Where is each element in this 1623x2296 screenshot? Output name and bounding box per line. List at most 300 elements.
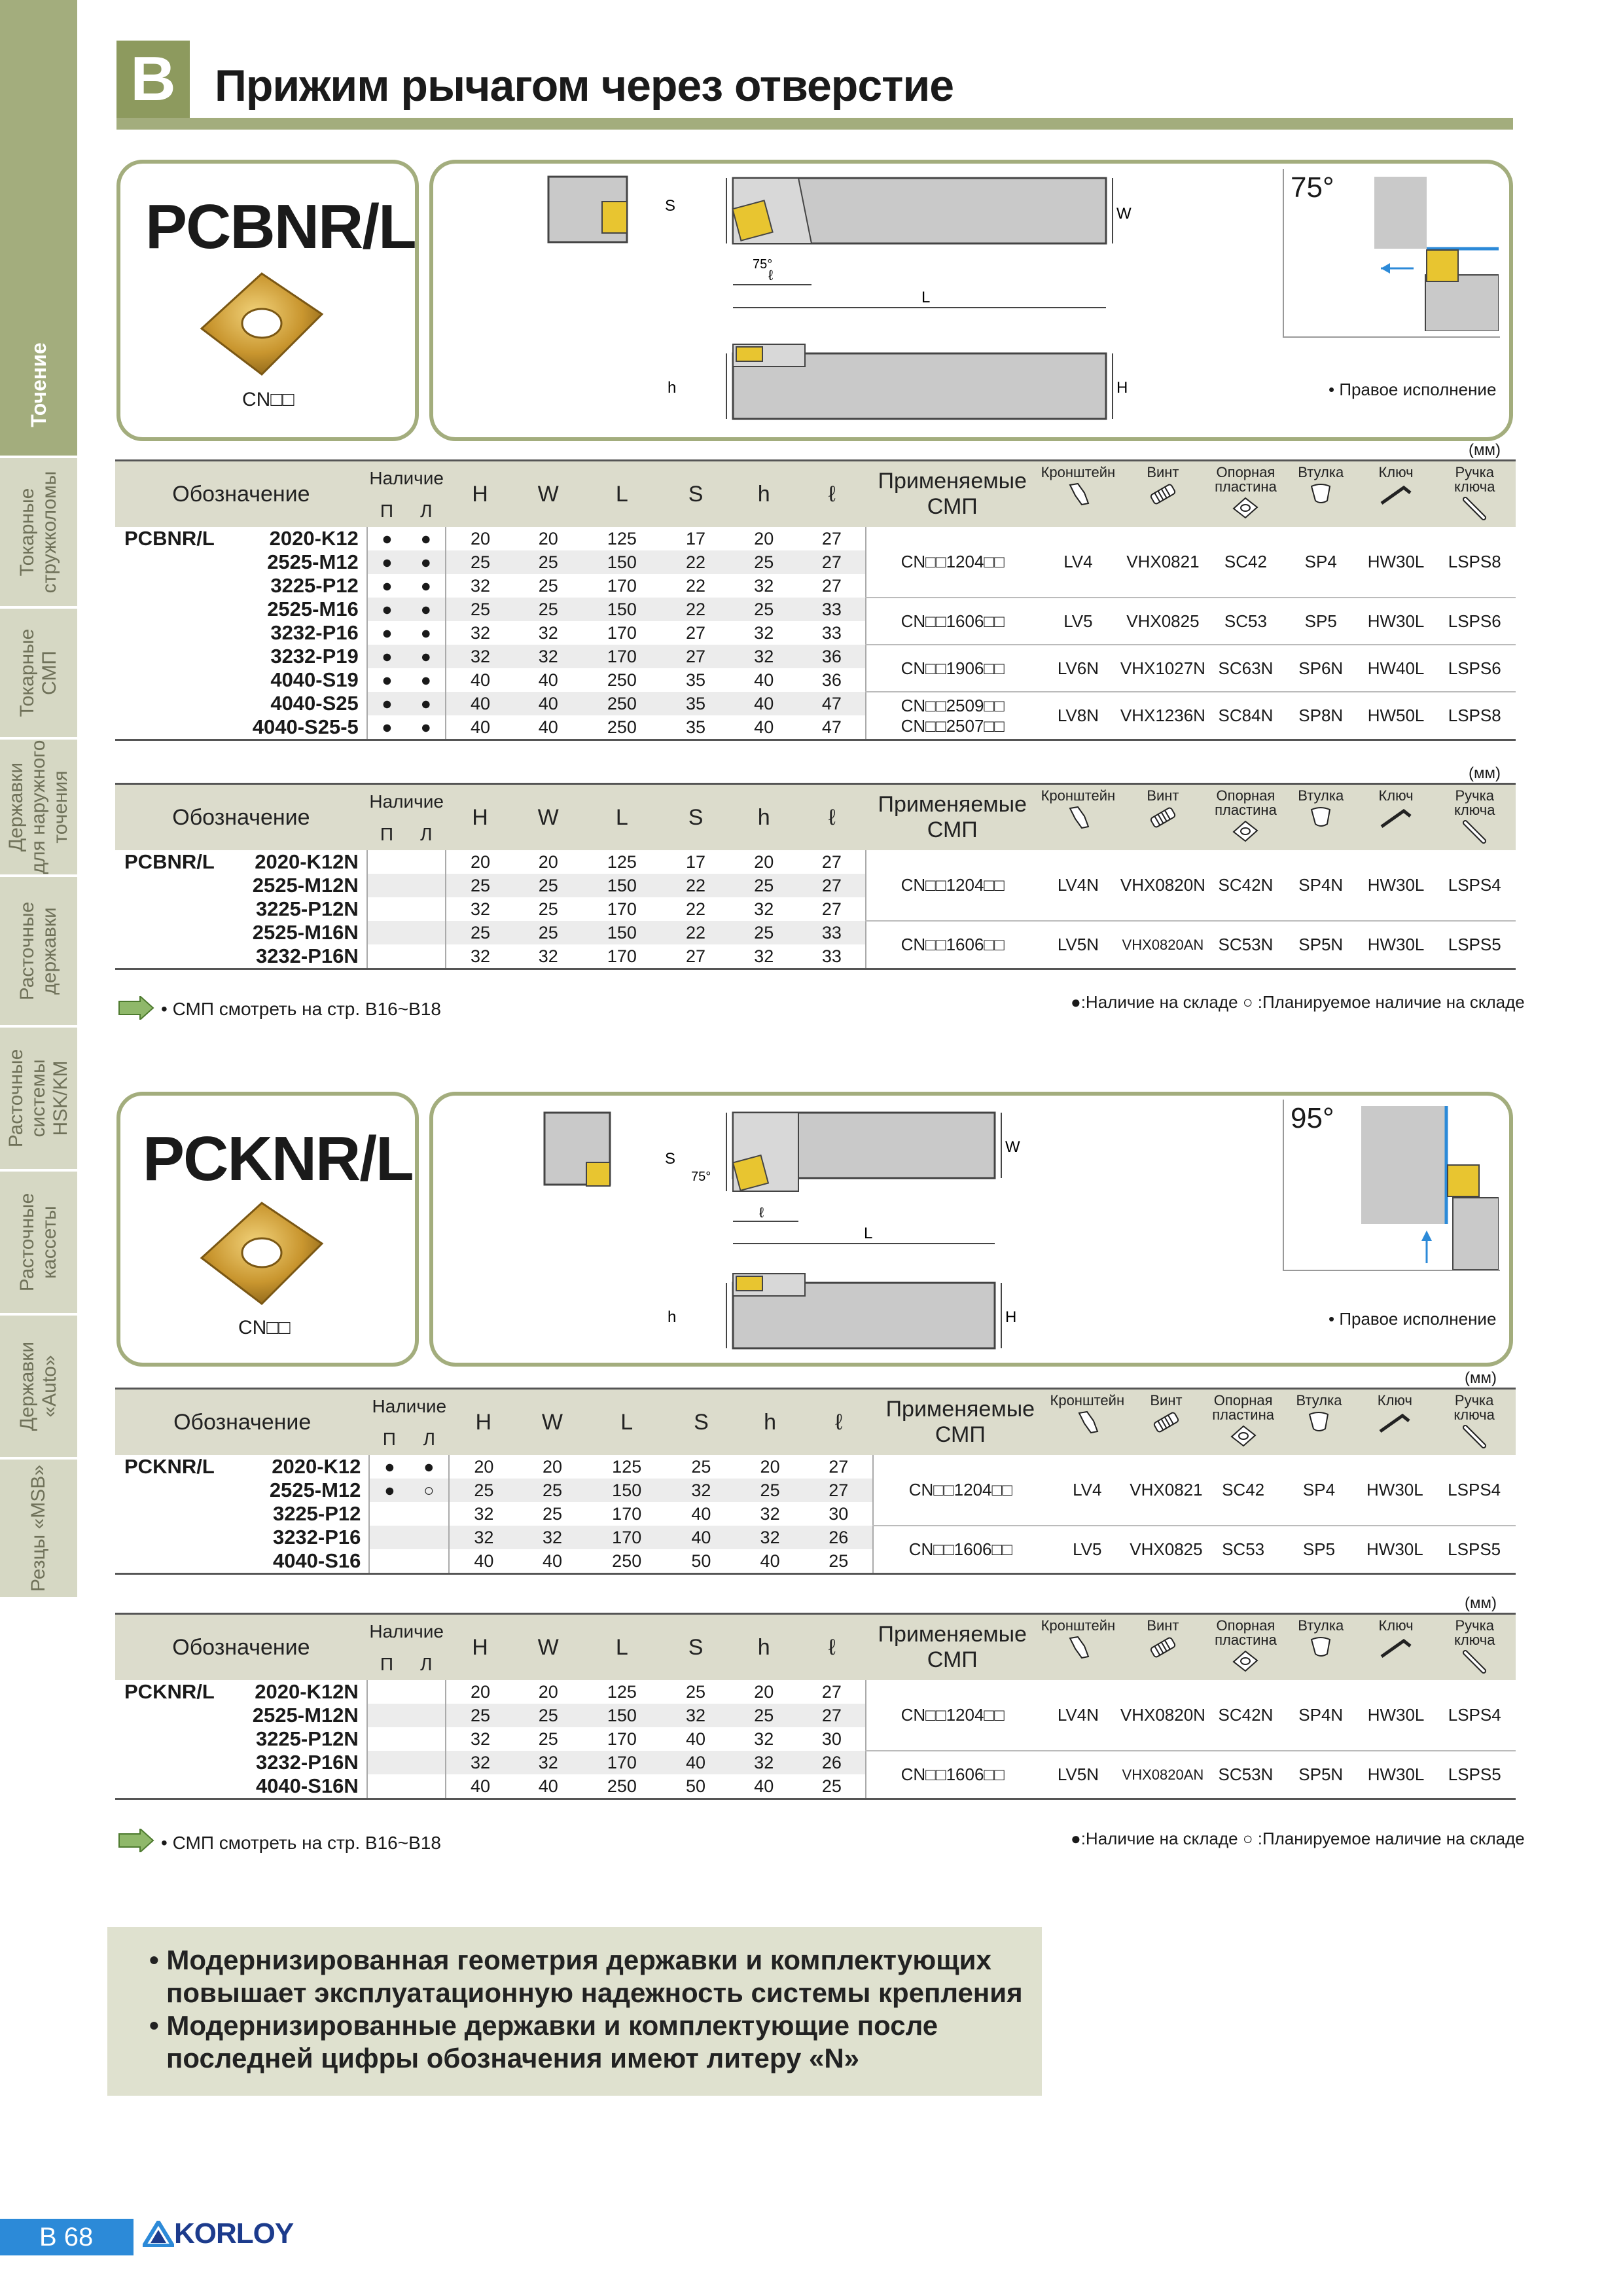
row-code: 3225-P12N (255, 1727, 359, 1750)
col-key (1359, 784, 1434, 851)
col-screw-label: Винт (1147, 464, 1179, 480)
avail-p-value: ● (367, 550, 406, 574)
value-l: 33 (821, 622, 842, 643)
sleeve-value: SP4 (1281, 1455, 1357, 1526)
col-handle (1433, 784, 1516, 851)
value-H: 32 (446, 944, 514, 969)
col-designation: Обозначение (115, 461, 367, 528)
col-key (1357, 1389, 1433, 1456)
value-W: 40 (514, 692, 582, 715)
sidebar-tab[interactable] (0, 740, 77, 877)
unit-label: (мм) (1465, 1594, 1497, 1612)
value-W: 20 (538, 1681, 558, 1702)
col-handle (1433, 1389, 1516, 1456)
col-designation: Обозначение (115, 1389, 369, 1456)
row-designation (115, 574, 367, 598)
value-h: 40 (754, 670, 774, 690)
col-avail-l: Л (409, 1424, 449, 1455)
avail-p-value: ● (367, 645, 406, 668)
col-L: L (582, 1614, 662, 1681)
handle-icon (1461, 1424, 1488, 1450)
row-designation (115, 874, 367, 897)
col-availability: Наличие (367, 1614, 446, 1649)
handle-value: LSPS5 (1433, 921, 1516, 969)
value-L: 250 (607, 670, 637, 690)
arrow-icon (116, 1829, 156, 1852)
insert-code: CN□□1204□□ (901, 1705, 1005, 1725)
screw-value: VHX0821 (1127, 1455, 1205, 1526)
col-bracket-label: Кронштейн (1050, 1392, 1125, 1408)
row-code: 2525-M12N (252, 1704, 359, 1727)
insert-code: CN□□1204□□ (901, 875, 1005, 895)
col-availability: Наличие (367, 784, 446, 819)
col-l: ℓ (798, 784, 866, 851)
col-screw (1118, 784, 1208, 851)
col-shim (1205, 1389, 1281, 1456)
handle-value: LSPS4 (1433, 1455, 1516, 1526)
legend-planned: ○ :Планируемое наличие на складе (1242, 1829, 1525, 1848)
sidebar-tab-label: Токарные СМП (16, 628, 60, 717)
col-l: ℓ (804, 1389, 873, 1456)
value-L: 250 (582, 1774, 662, 1799)
angle-label-2: 95° (1291, 1102, 1334, 1134)
row-designation (115, 921, 367, 944)
value-h: 32 (754, 1729, 774, 1749)
col-W: W (518, 1389, 586, 1456)
row-designation (115, 1751, 367, 1774)
value-H: 25 (446, 874, 514, 897)
col-key-label: Ключ (1377, 1392, 1412, 1408)
avail-l-value: ● (406, 715, 446, 740)
value-l: 47 (798, 715, 866, 740)
sidebar (0, 0, 79, 1604)
value-W: 40 (518, 1549, 586, 1574)
col-handle-label: Ручка ключа (1454, 464, 1495, 495)
key-icon (1379, 804, 1413, 831)
avail-p-value: ● (367, 621, 406, 645)
col-key-label: Ключ (1378, 464, 1414, 480)
screw-icon (1149, 804, 1177, 831)
sleeve-icon (1306, 1409, 1332, 1435)
value-H: 25 (446, 550, 514, 574)
avail-l-value (409, 1502, 449, 1526)
value-S: 22 (662, 598, 730, 621)
value-h: 32 (730, 944, 798, 969)
info-bullets (107, 1927, 1042, 2096)
shim-icon (1231, 495, 1260, 522)
sleeve-value: SP5N (1283, 921, 1359, 969)
col-insert: Применяемые СМП (873, 1389, 1047, 1456)
value-W: 25 (514, 550, 582, 574)
row-code: 3225-P12N (255, 897, 359, 920)
sidebar-tab[interactable] (0, 458, 77, 609)
shim-value: SC42 (1208, 527, 1283, 598)
value-W: 20 (542, 1456, 562, 1477)
row-designation (115, 1680, 367, 1704)
bracket-value: LV6N (1039, 645, 1118, 692)
bullet-line: повышает эксплуатационную надежность системы крепления (166, 1977, 1023, 2008)
col-sleeve-label: Втулка (1296, 1392, 1342, 1408)
value-L: 250 (587, 1549, 667, 1574)
value-h: 40 (736, 1549, 804, 1574)
dim-l-label: ℓ (759, 1204, 764, 1221)
sleeve-value: SP5N (1283, 1751, 1359, 1799)
col-key-label: Ключ (1378, 787, 1414, 804)
value-W: 25 (514, 598, 582, 621)
insert-code: CN□□1204□□ (901, 552, 1005, 571)
value-W: 32 (538, 622, 558, 643)
value-S: 35 (686, 670, 706, 690)
bracket-value: LV5 (1047, 1526, 1127, 1574)
row-designation (115, 527, 367, 550)
value-h: 32 (730, 1751, 798, 1774)
row-code: 4040-S25-5 (252, 715, 359, 738)
sidebar-tab[interactable] (0, 877, 77, 1028)
col-sleeve-label: Втулка (1298, 464, 1344, 480)
shim-value: SC42 (1205, 1455, 1281, 1526)
value-H: 32 (449, 1526, 518, 1549)
value-H: 20 (471, 852, 491, 872)
row-code: 2525-M16N (252, 921, 359, 944)
value-W: 32 (514, 944, 582, 969)
row-designation (115, 897, 367, 921)
value-W: 25 (538, 1729, 558, 1749)
value-h: 32 (760, 1503, 780, 1524)
avail-p-value: ● (367, 574, 406, 598)
avail-p-value: ● (367, 527, 406, 550)
handle-value: LSPS8 (1433, 692, 1516, 740)
col-handle (1433, 461, 1516, 528)
sidebar-tab-label: Державки «Auto» (16, 1341, 60, 1431)
insert-image-2 (196, 1198, 327, 1309)
insert-value (866, 598, 1039, 645)
sleeve-icon (1308, 481, 1334, 507)
avail-p-value (369, 1549, 409, 1574)
row-designation (115, 1727, 367, 1751)
value-h: 40 (730, 692, 798, 715)
col-avail-p: П (369, 1424, 409, 1455)
avail-p-value (367, 1727, 406, 1751)
row-designation (115, 1502, 369, 1526)
row-code: 3225-P12 (272, 1502, 361, 1525)
bracket-icon (1074, 1409, 1100, 1435)
col-key (1359, 1614, 1434, 1681)
brand-name: KORLOY (174, 2217, 294, 2250)
row-designation (115, 1549, 369, 1574)
row-code: 3232-P16N (255, 1751, 359, 1774)
table-row (115, 1455, 1516, 1479)
shim-icon (1231, 1649, 1260, 1675)
value-L: 125 (607, 1681, 637, 1702)
value-W: 25 (518, 1479, 586, 1502)
value-H: 20 (474, 1456, 494, 1477)
row-designation (115, 550, 367, 574)
value-L: 150 (582, 598, 662, 621)
value-h: 25 (730, 1704, 798, 1727)
col-sleeve (1283, 461, 1359, 528)
value-L: 150 (582, 874, 662, 897)
sidebar-tab[interactable] (0, 1172, 77, 1316)
insert-value (866, 1680, 1039, 1751)
handle-icon (1461, 819, 1488, 845)
value-W: 32 (514, 1751, 582, 1774)
sidebar-tab[interactable] (0, 609, 77, 740)
col-sleeve-label: Втулка (1298, 787, 1344, 804)
arrow-icon (116, 996, 156, 1020)
avail-p-value: ● (367, 598, 406, 621)
col-h: h (730, 784, 798, 851)
row-code: 2525-M16 (267, 598, 359, 620)
legend-stock (1071, 1829, 1525, 1849)
value-H: 32 (471, 1729, 491, 1749)
avail-l-value: ● (406, 550, 446, 574)
table-row (115, 645, 1516, 668)
value-W: 40 (514, 715, 582, 740)
value-h: 25 (736, 1479, 804, 1502)
col-shim-label: Опорная пластина (1212, 1392, 1274, 1423)
shim-value: SC53 (1208, 598, 1283, 645)
table-row (115, 850, 1516, 874)
unit-label: (мм) (1469, 441, 1501, 459)
sidebar-tab-label: Расточные системы HSK/KM (5, 1049, 71, 1148)
sleeve-value: SP4 (1283, 527, 1359, 598)
value-l: 30 (829, 1503, 849, 1524)
spec-table-2 (115, 783, 1516, 970)
value-H: 32 (471, 622, 491, 643)
row-designation (115, 1526, 369, 1549)
insert-code: CN□□1906□□ (901, 658, 1005, 678)
bullet-line: последней цифры обозначения имеют литеру «N» (166, 2043, 860, 2073)
sidebar-tab[interactable] (0, 1028, 77, 1172)
insert-code: CN□□1606□□ (901, 1765, 1005, 1784)
legend-planned: ○ :Планируемое наличие на складе (1242, 992, 1525, 1012)
value-S: 50 (667, 1549, 736, 1574)
value-S: 22 (662, 874, 730, 897)
value-S: 35 (662, 715, 730, 740)
table-row (115, 598, 1516, 621)
value-h: 20 (760, 1456, 780, 1477)
col-shim (1208, 784, 1283, 851)
value-H: 25 (446, 598, 514, 621)
col-bracket-label: Кронштейн (1041, 787, 1116, 804)
value-l: 27 (821, 899, 842, 919)
col-S: S (662, 461, 730, 528)
shim-value: SC42N (1208, 850, 1283, 921)
value-H: 32 (446, 1751, 514, 1774)
value-S: 40 (686, 1729, 706, 1749)
col-L: L (582, 784, 662, 851)
col-shim-label: Опорная пластина (1215, 787, 1277, 818)
avail-l-value (406, 874, 446, 897)
sidebar-tab[interactable] (0, 1316, 77, 1460)
value-S: 17 (686, 852, 706, 872)
row-code: 2020-K12N (255, 850, 359, 873)
insert-code-1: CN□□ (242, 389, 294, 410)
insert-value (873, 1526, 1047, 1574)
value-H: 40 (446, 715, 514, 740)
row-designation (115, 850, 367, 874)
tool-drawing-2 (537, 1106, 1165, 1355)
avail-p-value (367, 1751, 406, 1774)
row-code: 3232-P16N (255, 944, 359, 967)
avail-p-value (367, 1704, 406, 1727)
section-badge: B (116, 41, 190, 118)
value-l: 47 (798, 692, 866, 715)
row-code: 2525-M12 (267, 550, 359, 573)
shim-value: SC84N (1208, 692, 1283, 740)
cut-diagram-2 (1348, 1106, 1499, 1270)
avail-l-value: ● (406, 645, 446, 668)
insert-code-2: CN□□ (238, 1317, 291, 1338)
value-L: 170 (607, 1729, 637, 1749)
row-designation (115, 692, 367, 715)
col-sleeve (1283, 784, 1359, 851)
shim-value: SC53N (1208, 1751, 1283, 1799)
sidebar-tab[interactable] (0, 1460, 77, 1600)
value-l: 36 (821, 670, 842, 690)
avail-l-value: ● (406, 621, 446, 645)
screw-value: VHX0825 (1118, 598, 1208, 645)
sleeve-value: SP4N (1283, 1680, 1359, 1751)
value-l: 27 (798, 874, 866, 897)
bracket-value: LV4N (1039, 1680, 1118, 1751)
bullet-line: • Модернизированная геометрия державки и комплектующих (149, 1945, 991, 1975)
col-H: H (446, 1614, 514, 1681)
value-H: 32 (446, 645, 514, 668)
row-designation (115, 1704, 367, 1727)
value-L: 250 (582, 692, 662, 715)
dim-L-label: L (864, 1225, 873, 1242)
value-h: 40 (730, 715, 798, 740)
screw-value: VHX1027N (1118, 645, 1208, 692)
dim-h-label: h (668, 1308, 677, 1326)
value-l: 33 (798, 944, 866, 969)
dim-w-label: W (1005, 1138, 1020, 1156)
key-value: HW30L (1359, 850, 1434, 921)
sleeve-value: SP6N (1283, 645, 1359, 692)
table-row (115, 1680, 1516, 1704)
col-W: W (514, 461, 582, 528)
row-designation (115, 598, 367, 621)
bracket-icon (1065, 804, 1091, 831)
handle-value: LSPS4 (1433, 850, 1516, 921)
col-H: H (449, 1389, 518, 1456)
value-l: 30 (821, 1729, 842, 1749)
col-shim-label: Опорная пластина (1215, 1617, 1277, 1648)
value-l: 27 (798, 550, 866, 574)
model-title-1: PCBNR/L (145, 192, 416, 262)
handle-value: LSPS8 (1433, 527, 1516, 598)
value-L: 125 (607, 852, 637, 872)
row-code: 2020-K12 (272, 1455, 361, 1478)
value-l: 25 (798, 1774, 866, 1799)
value-l: 36 (798, 645, 866, 668)
value-L: 150 (587, 1479, 667, 1502)
legend-stock (1071, 992, 1525, 1013)
col-key-label: Ключ (1378, 1617, 1414, 1634)
value-l: 27 (821, 852, 842, 872)
col-h: h (736, 1389, 804, 1456)
sleeve-value: SP8N (1283, 692, 1359, 740)
korloy-logo-icon (143, 2221, 174, 2247)
value-l: 27 (821, 575, 842, 596)
handle-value: LSPS6 (1433, 645, 1516, 692)
bracket-value: LV4 (1047, 1455, 1127, 1526)
value-S: 40 (662, 1751, 730, 1774)
avail-l-value: ● (406, 598, 446, 621)
row-prefix: PCBNR/L (124, 850, 215, 873)
col-avail-p: П (367, 495, 406, 527)
hand-note-1: • Правое исполнение (1329, 380, 1497, 399)
shim-value: SC42N (1208, 1680, 1283, 1751)
dim-h-label: h (668, 379, 677, 397)
col-bracket (1039, 461, 1118, 528)
value-S: 27 (662, 944, 730, 969)
row-designation (115, 1479, 369, 1502)
col-sleeve (1281, 1389, 1357, 1456)
col-screw-label: Винт (1147, 1617, 1179, 1634)
col-screw-label: Винт (1150, 1392, 1183, 1408)
value-l: 27 (829, 1456, 849, 1477)
key-value: HW30L (1357, 1455, 1433, 1526)
col-handle-label: Ручка ключа (1454, 1617, 1495, 1648)
row-designation (115, 645, 367, 668)
value-H: 40 (471, 670, 491, 690)
row-code: 2020-K12N (255, 1680, 359, 1703)
value-W: 25 (542, 1503, 562, 1524)
value-h: 32 (736, 1526, 804, 1549)
sidebar-tab[interactable] (0, 314, 77, 458)
key-value: HW30L (1359, 598, 1434, 645)
row-code: 2525-M12 (269, 1479, 361, 1501)
col-avail-l: Л (406, 495, 446, 527)
col-insert: Применяемые СМП (866, 784, 1039, 851)
value-W: 25 (538, 899, 558, 919)
key-value: HW50L (1359, 692, 1434, 740)
value-l: 27 (804, 1479, 873, 1502)
avail-p-value (367, 944, 406, 969)
avail-l-value (409, 1526, 449, 1549)
bracket-icon (1065, 481, 1091, 507)
avail-p-value: ● (369, 1455, 409, 1479)
avail-l-value (406, 1680, 446, 1704)
shim-icon (1231, 819, 1260, 845)
value-S: 27 (662, 645, 730, 668)
avail-p-value (367, 850, 406, 874)
col-screw (1127, 1389, 1205, 1456)
row-prefix: PCKNR/L (124, 1455, 215, 1478)
value-L: 170 (582, 1751, 662, 1774)
col-handle-label: Ручка ключа (1454, 787, 1495, 818)
col-avail-p: П (367, 1649, 406, 1680)
col-availability: Наличие (369, 1389, 449, 1424)
col-designation: Обозначение (115, 1614, 367, 1681)
value-l: 27 (821, 1681, 842, 1702)
col-h: h (730, 1614, 798, 1681)
col-W: W (514, 1614, 582, 1681)
col-shim (1208, 461, 1283, 528)
sidebar-tab-label: Расточные державки (16, 901, 60, 1001)
avail-p-value (367, 1680, 406, 1704)
value-l: 33 (798, 921, 866, 944)
key-value: HW30L (1359, 527, 1434, 598)
row-code: 3232-P19 (270, 645, 359, 668)
avail-p-value (369, 1526, 409, 1549)
avail-p-value: ● (367, 668, 406, 692)
col-H: H (446, 461, 514, 528)
row-prefix: PCKNR/L (124, 1680, 215, 1703)
key-value: HW30L (1357, 1526, 1433, 1574)
